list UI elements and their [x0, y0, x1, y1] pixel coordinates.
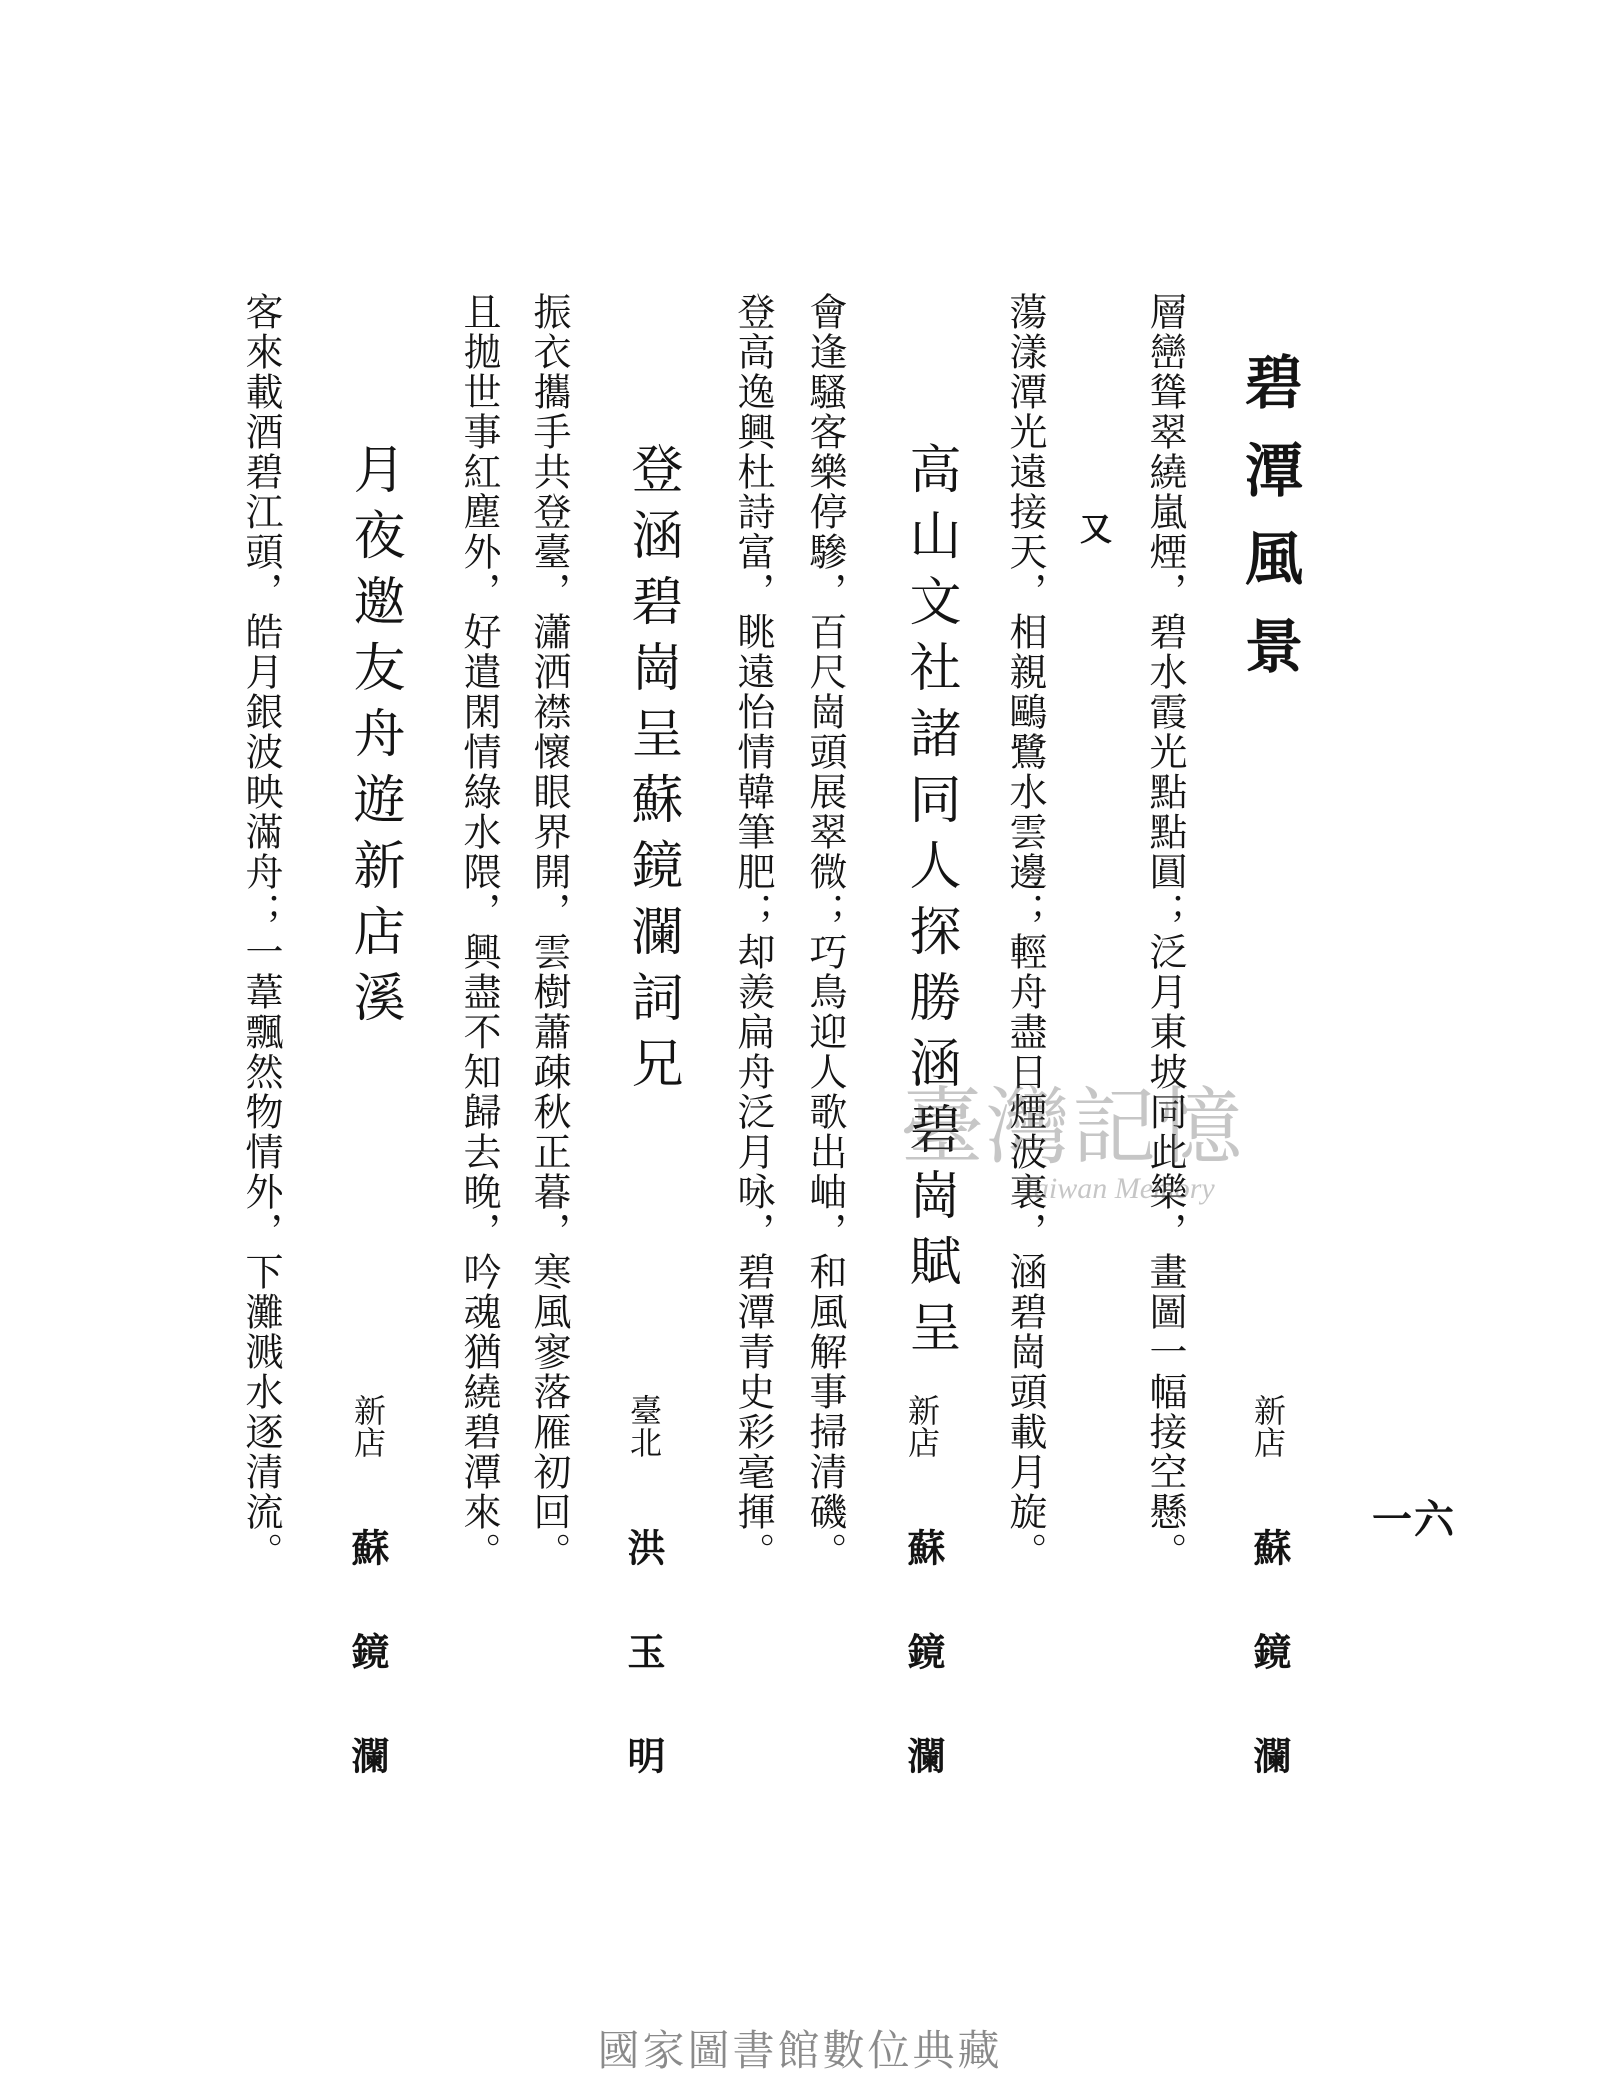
author-name: 洪玉明	[621, 1528, 666, 1840]
taiwan-memory-watermark	[900, 1060, 1260, 1210]
author-name: 蘇鏡瀾	[345, 1528, 390, 1840]
poem-line: 且拋世事紅塵外，好遣閑情綠水隈，興盡不知歸去晚，吟魂猶繞碧潭來。	[457, 292, 501, 1572]
watermark-latin: Taiwan Memory	[1020, 1172, 1215, 1205]
watermark-chars: 臺灣記憶	[900, 1078, 1245, 1176]
author-place: 新店	[1249, 1394, 1287, 1458]
poem-line: 蕩漾潭光遠接天，相親鷗鷺水雲邊；輕舟盡日煙波裏，涵碧崗頭載月旋。	[1003, 292, 1047, 1572]
poem-line: 層巒聳翠繞嵐煙，碧水霞光點點圓；泛月東坡同此樂，畫圖一幅接空懸。	[1143, 292, 1187, 1572]
author-name: 蘇鏡瀾	[1247, 1528, 1292, 1840]
poem-line: 振衣攜手共登臺，瀟洒襟懷眼界開，雲樹蕭疎秋正暮，寒風寥落雁初回。	[527, 292, 571, 1572]
poem-line: 會逢騷客樂停驂，百尺崗頭展翠微；巧鳥迎人歌出岫，和風解事掃清磯。	[803, 292, 847, 1572]
footer-collection-label: 國家圖書館數位典藏	[597, 2026, 1003, 2075]
poem-title-again: 又	[1075, 512, 1113, 544]
poem-line: 登高逸興杜詩富，眺遠怡情韓筆肥；却羨扁舟泛月咏，碧潭青史彩毫揮。	[731, 292, 775, 1572]
poem-title-gaoshan: 高山文社諸同人探勝涵碧崗賦呈	[900, 442, 960, 1366]
poem-title-yueye: 月夜邀友舟遊新店溪	[344, 442, 404, 1036]
author-name: 蘇鏡瀾	[901, 1528, 946, 1840]
poem-title-bitan: 碧潭風景	[1235, 352, 1303, 704]
page-number: 一六	[1372, 1496, 1456, 1543]
author-place: 臺北	[625, 1394, 663, 1458]
author-place: 新店	[903, 1394, 941, 1458]
poem-line: 客來載酒碧江頭，皓月銀波映滿舟；一葦飄然物情外，下灘溅水逐清流。	[239, 292, 283, 1572]
poem-title-dengbigang: 登涵碧崗呈蘇鏡瀾詞兄	[622, 442, 682, 1102]
author-place: 新店	[349, 1394, 387, 1458]
